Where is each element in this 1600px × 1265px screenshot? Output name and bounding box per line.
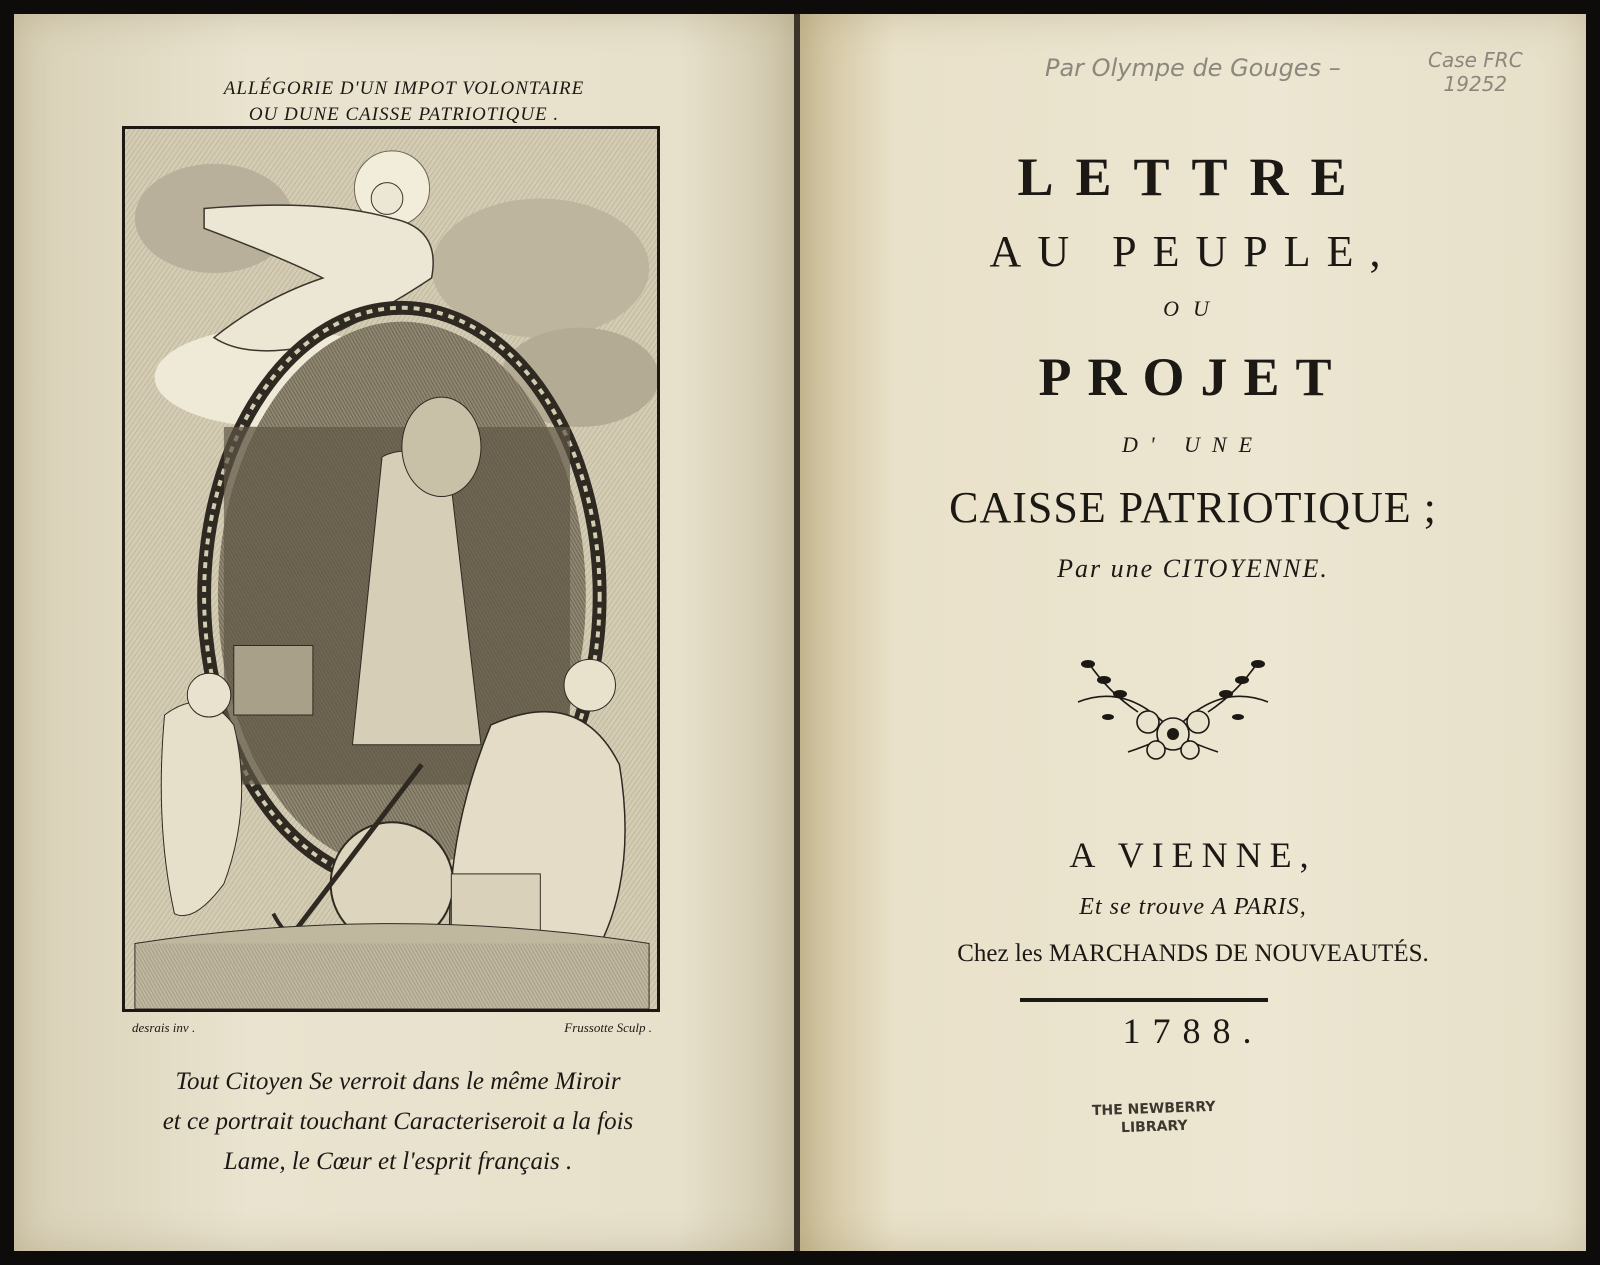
stamp-line-2: LIBRARY — [1120, 1117, 1188, 1137]
engraving-title-line-2: OU DUNE CAISSE PATRIOTIQUE . — [248, 104, 560, 125]
engraving-caption — [98, 1062, 698, 1182]
title-line-4: PROJET — [1038, 347, 1348, 407]
caption-line-1: Tout Citoyen Se verroit dans le même Miroir — [175, 1068, 621, 1095]
publication-year: 1788. — [1122, 1011, 1264, 1051]
allegorical-engraving — [122, 126, 660, 1012]
imprint-line-2: Chez les MARCHANDS DE NOUVEAUTÉS. — [957, 940, 1429, 967]
byline: Par une CITOYENNE. — [1057, 554, 1329, 583]
title-line-3: OU — [1163, 296, 1223, 321]
handwritten-attribution: Par Olympe de Gouges – — [1045, 54, 1341, 82]
title-line-5: D' UNE — [1121, 432, 1265, 457]
stamp-line-1: THE NEWBERRY — [1091, 1098, 1216, 1120]
handwritten-call-number — [1428, 48, 1523, 96]
engraving-title — [114, 76, 694, 128]
engraving-title-line-1: ALLÉGORIE D'UN IMPOT VOLONTAIRE — [223, 78, 585, 99]
engraver-credit: Frussotte Sculp . — [564, 1020, 652, 1035]
caption-line-2: et ce portrait touchant Caracteriseroit a la fois — [162, 1108, 634, 1135]
imprint-place: A VIENNE, — [1069, 835, 1317, 875]
imprint-rule — [1020, 998, 1268, 1002]
call-number-line-2: 19252 — [1443, 72, 1508, 96]
call-number-line-1: Case FRC — [1428, 48, 1523, 72]
imprint-line-1: Et se trouve A PARIS, — [1079, 894, 1307, 920]
title-line-6: CAISSE PATRIOTIQUE ; — [949, 483, 1437, 532]
engraving-illustration — [125, 129, 657, 1009]
left-page — [14, 14, 794, 1251]
caption-line-3: Lame, le Cœur et l'esprit français . — [223, 1148, 573, 1175]
title-line-2: AU PEUPLE, — [989, 227, 1397, 276]
title-line-1: LETTRE — [1017, 147, 1369, 207]
floral-ornament — [1068, 642, 1278, 772]
designer-credit: desrais inv . — [132, 1020, 196, 1035]
library-stamp — [1083, 1098, 1224, 1139]
title-page — [800, 14, 1586, 1251]
